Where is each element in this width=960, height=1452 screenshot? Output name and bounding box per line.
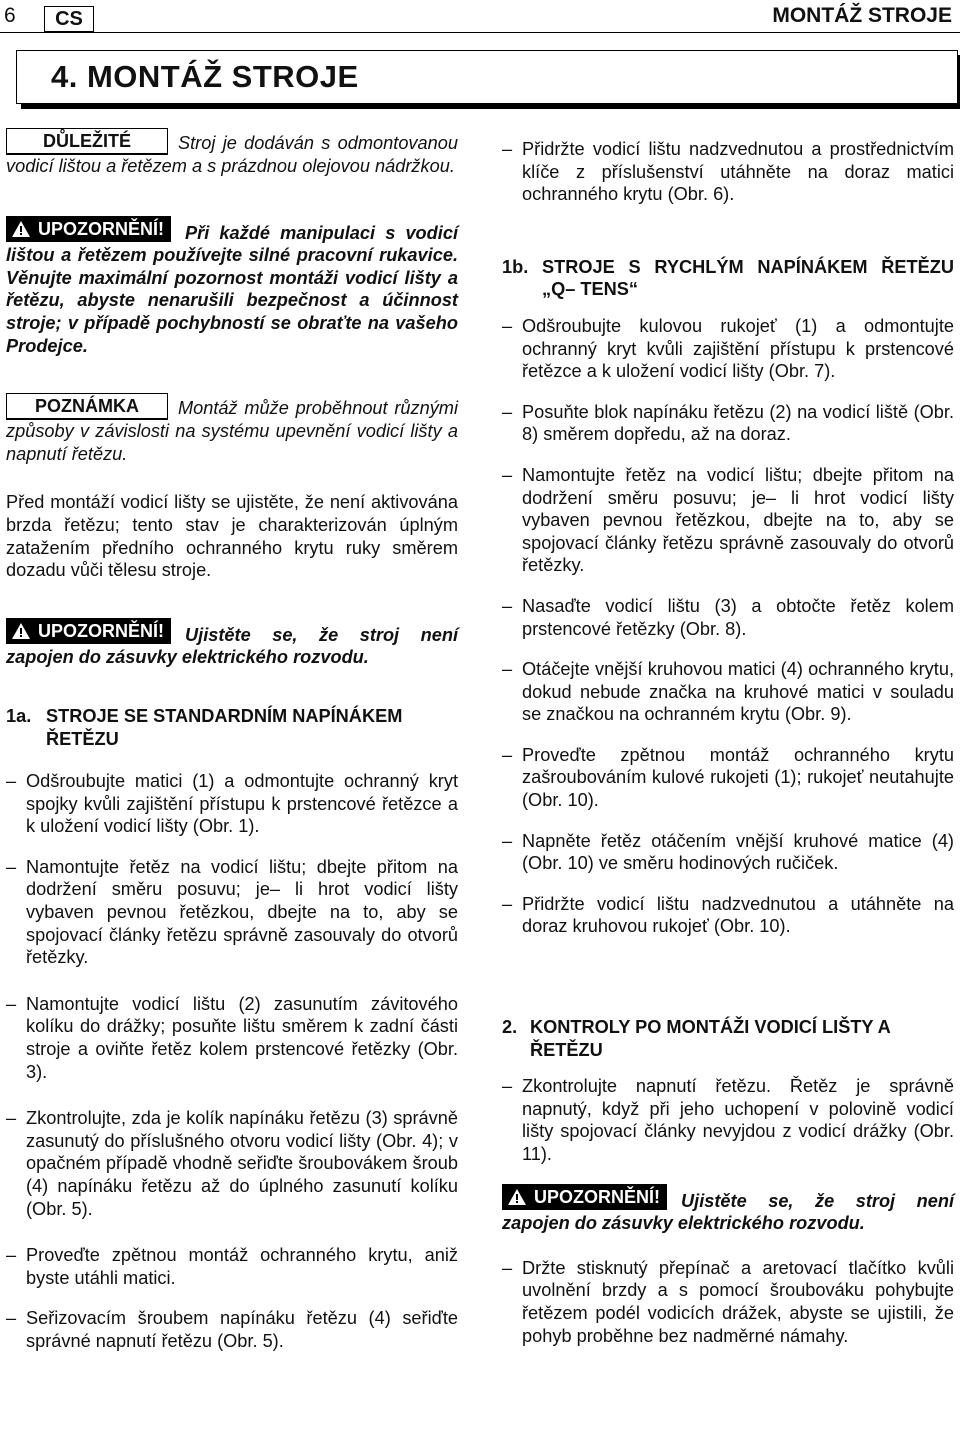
important-text: Stroj je dodáván s odmontovanou vodicí lištou a řetězem a s prázdnou olejovou nádržkou. (6, 133, 458, 176)
list-item: – Namontujte vodicí lištu (2) zasunutím závitového kolíku do drážky; posuňte lištu směrem k zadní části stroje a oviňte řetěz kolem prstencové řetězky (Obr. 3). (6, 993, 458, 1082)
warning-block-1 (6, 216, 458, 358)
list-item: – Přidržte vodicí lištu nadzvednutou a utáhněte na doraz kruhovou rukojeť (Obr. 10). (502, 893, 954, 937)
dash-icon: – (6, 771, 17, 792)
dash-icon: – (502, 139, 513, 159)
list-item: – Odšroubujte kulovou rukojeť (1) a odmontujte ochranný kryt kvůli zajištění přístupu k prstencové řetězce a k uložení vodicí lišty (Obr. 7). (502, 315, 954, 382)
page-number: 6 (4, 4, 16, 27)
language-badge: CS (44, 6, 94, 32)
dash-icon: – (502, 595, 513, 616)
warning-label-2: UPOZORNĚNÍ! (6, 618, 171, 644)
list-item: – Napněte řetěz otáčením vnější kruhové matice (4) (Obr. 10) ve směru hodinových ručiček. (502, 830, 954, 874)
dash-icon: – (6, 1108, 17, 1129)
warning-triangle-icon (12, 623, 30, 639)
list-item: – Zkontrolujte napnutí řetězu. Řetěz je správně napnutý, když při jeho uchopení v polovině vodicí lišty spojovací články nevyjdou z vodicí drážky (Obr. 11). (502, 1076, 954, 1164)
warning-block-2 (6, 618, 458, 669)
list-item: – Namontujte řetěz na vodicí lištu; dbejte přitom na dodržení směru posuvu; je– li hrot vodicí lišty vybaven pevnou řetězkou, dbejte na to, aby se spojovací články řetězu správně zasouvaly do otvorů řetězky. (502, 464, 954, 576)
list-item: – Proveďte zpětnou montáž ochranného krytu, aniž byste utáhli matici. (6, 1245, 458, 1288)
dash-icon: – (6, 993, 17, 1014)
list-item: – Namontujte řetěz na vodicí lištu; dbejte přitom na dodržení směru posuvu; je– li hrot vodicí lišty vybaven pevnou řetězkou, dbejte na to, aby se spojovací články řetězu správně zasouvaly do otvorů řetězky. (6, 856, 458, 968)
dash-icon: – (502, 1257, 513, 1278)
warning-triangle-icon (12, 221, 30, 237)
dash-icon: – (502, 401, 513, 422)
warning-text-3: Ujistěte se, že stroj není zapojen do zásuvky elektrického rozvodu. (502, 1190, 954, 1234)
dash-icon: – (502, 744, 513, 765)
list-item: – Nasaďte vodicí lištu (3) a obtočte řetěz kolem prstencové řetězky (Obr. 8). (502, 595, 954, 639)
subheading-title: STROJE S RYCHLÝM NAPÍNÁKEM ŘETĚZU „Q– TENS“ (542, 256, 954, 300)
subheading-title: STROJE SE STANDARDNÍM NAPÍNÁKEM ŘETĚZU (46, 705, 403, 749)
dash-icon: – (502, 893, 513, 914)
subheading-number: 2. (502, 1017, 518, 1038)
right-column (502, 138, 954, 1365)
subheading-title: KONTROLY PO MONTÁŽI VODICÍ LIŠTY A ŘETĚZU (530, 1017, 891, 1060)
dash-icon: – (6, 856, 17, 877)
important-block (6, 128, 458, 178)
list-item: – Proveďte zpětnou montáž ochranného krytu zašroubováním kulové rukojeti (1); rukojeť neutahujte (Obr. 10). (502, 744, 954, 811)
list-item: – Otáčejte vnější kruhovou matici (4) ochranného krytu, dokud nebude značka na kruhové matici v souladu se značkou na ochranném krytu (Obr. 9). (502, 659, 954, 725)
intro-paragraph: Před montáží vodicí lišty se ujistěte, že není aktivována brzda řetězu; tento stav je charakterizován úplným zatažením předního ochranného krytu ruky směrem dozadu vůči tělesu stroje. (6, 492, 458, 581)
dash-icon: – (502, 315, 513, 336)
subheading-2 (502, 1016, 954, 1061)
warning-text-bold-1: Při každé manipulaci s vodicí lištou a řetězem používejte silné pracovní rukavice. (6, 222, 458, 266)
warning-text-2: Ujistěte se, že stroj není zapojen do zásuvky elektrického rozvodu. (6, 624, 458, 668)
list-item: – Zkontrolujte, zda je kolík napínáku řetězu (3) správně zasunutý do příslušného otvoru vodicí lišty (Obr. 4); v opačném případě vhodně seřiďte šroubovákem šroub (4) napínáku řetězu až do úplného zasunutí kolíku (Obr. 5). (6, 1108, 458, 1219)
warning-triangle-icon (508, 1189, 526, 1205)
dash-icon: – (6, 1245, 17, 1266)
running-title: MONTÁŽ STROJE (772, 4, 952, 27)
subheading-number: 1a. (6, 705, 32, 726)
important-label: DŮLEŽITÉ (6, 128, 168, 155)
subheading-1b (502, 256, 954, 301)
list-item: – Odšroubujte matici (1) a odmontujte ochranný kryt spojky kvůli zajištění přístupu k prstencové řetězce a k uložení vodicí lišty (Obr. 1). (6, 771, 458, 837)
subheading-1a (6, 705, 458, 750)
header-rule (0, 32, 960, 33)
warning-label-1: UPOZORNĚNÍ! (6, 216, 171, 242)
list-item: – Držte stisknutý přepínač a aretovací tlačítko kvůli uvolnění brzdy a s pomocí šroubováku pohybujte řetězem podél vodicích drážek, abyste se ujistili, že pohyb proběhne bez nadměrné námahy. (502, 1257, 954, 1346)
dash-icon: – (502, 659, 513, 680)
note-text: Montáž může proběhnout různými způsoby v závislosti na systému upevnění vodicí lišty a napnutí řetězu. (6, 398, 458, 464)
note-label: POZNÁMKA (6, 393, 168, 420)
warning-text-1: Věnujte maximální pozornost montáži vodicí lišty a řetězu, abyste nenarušili bezpečnost a účinnost stroje; v případě pochybností se obraťte na vašeho Prodejce. (6, 267, 458, 356)
dash-icon: – (6, 1308, 17, 1329)
list-item: – Seřizovacím šroubem napínáku řetězu (4) seřiďte správné napnutí řetězu (Obr. 5). (6, 1308, 458, 1351)
subheading-number: 1b. (502, 256, 529, 277)
dash-icon: – (502, 464, 513, 485)
left-column (6, 128, 458, 1371)
dash-icon: – (502, 1076, 513, 1097)
list-item: – Přidržte vodicí lištu nadzvednutou a prostřednictvím klíče z příslušenství utáhněte na doraz matici ochranného krytu (Obr. 6). (502, 139, 954, 205)
note-block (6, 393, 458, 465)
warning-block-3 (502, 1184, 954, 1235)
section-title: 4. MONTÁŽ STROJE (16, 50, 958, 104)
list-item: – Posuňte blok napínáku řetězu (2) na vodicí liště (Obr. 8) směrem dopředu, až na doraz. (502, 401, 954, 445)
warning-label-3: UPOZORNĚNÍ! (502, 1184, 667, 1210)
dash-icon: – (502, 830, 513, 851)
